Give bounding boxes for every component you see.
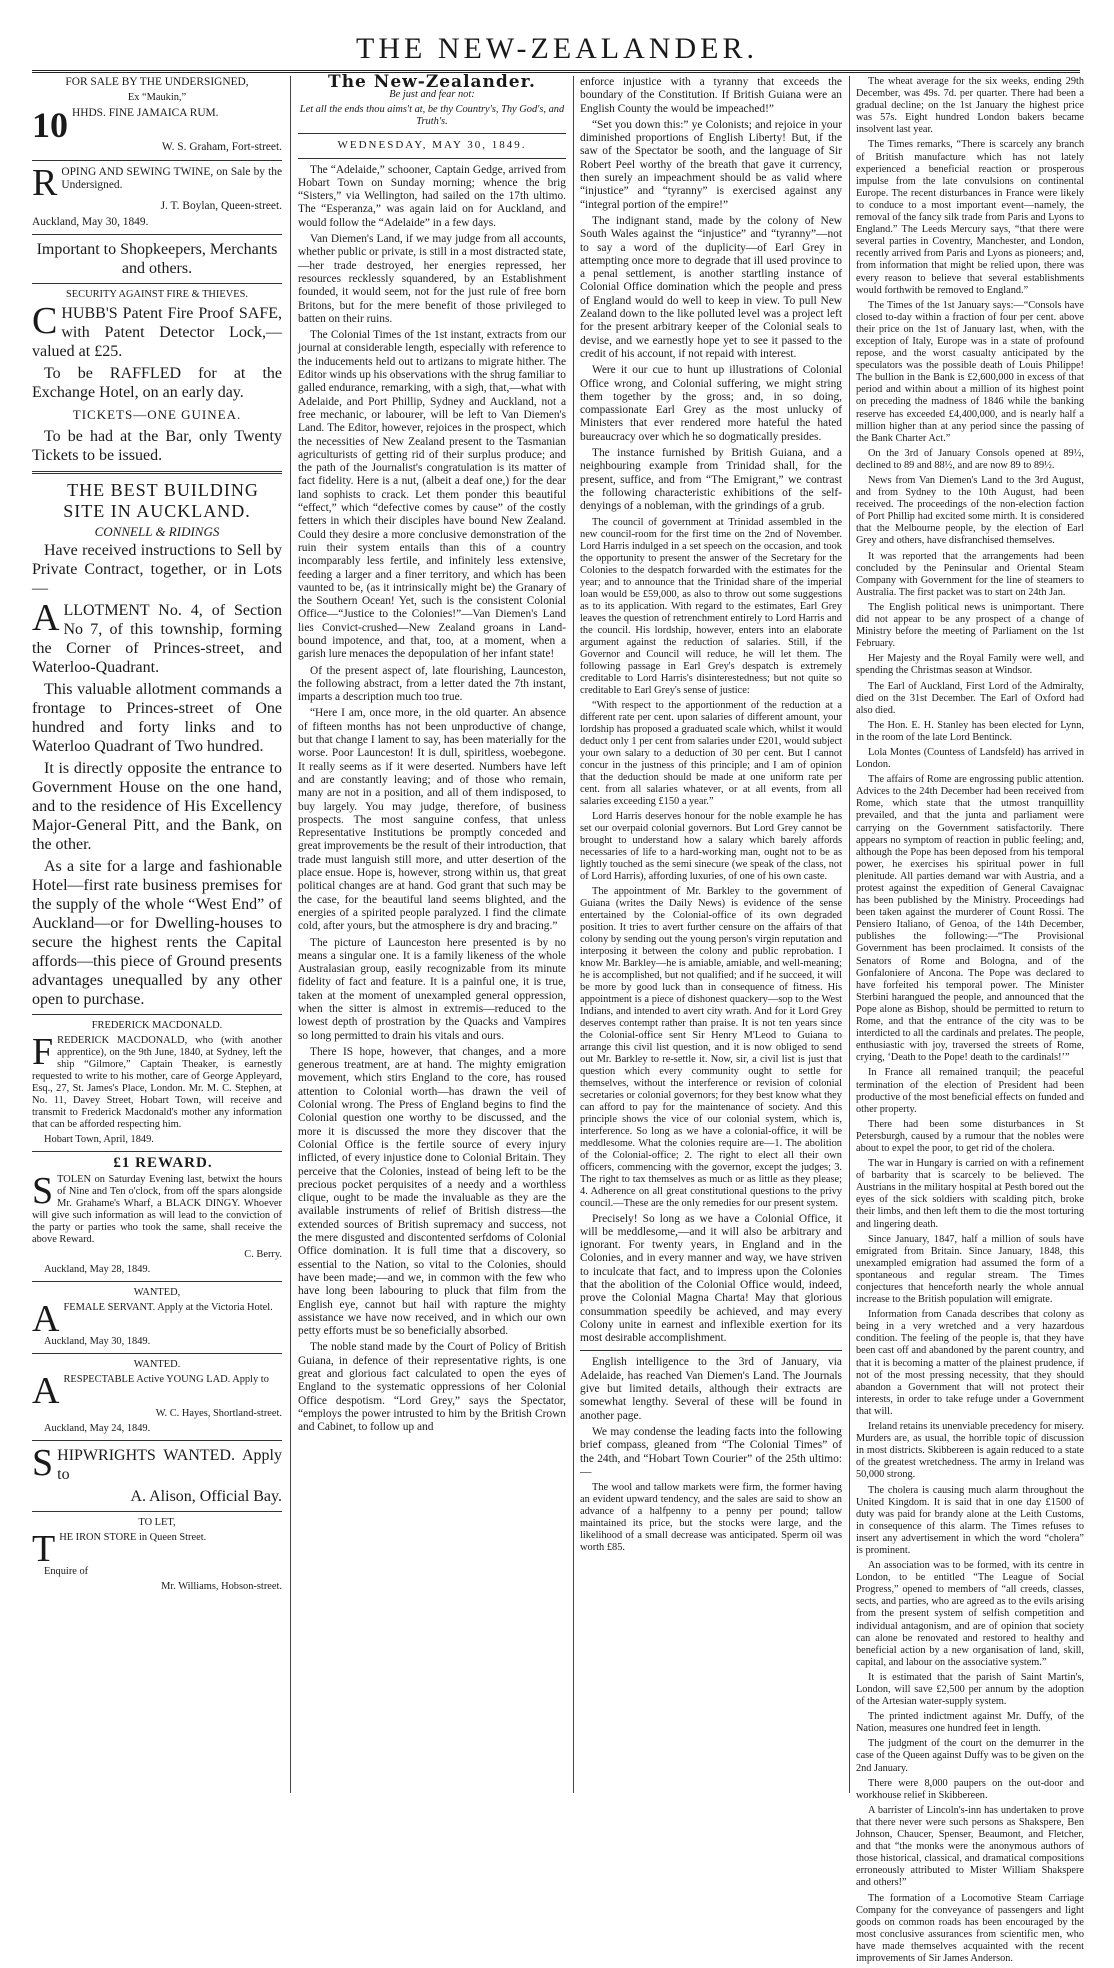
column-divider <box>849 76 850 1793</box>
news-paragraph: An association was to be formed, with its centre in London, to be entitled “The League of Social Progress,” opened to members of “all creeds, classes, sects, and parties, who are agreed as to the evils arising from the present system of selfish competition and individual antagonism, and are of opinion that society can alone be renovated and restored to healthy and beneficial action by a new organisation of land, skill, capital, and labour on the associative system.” <box>856 1560 1084 1668</box>
ad-text: To be RAFFLED for at the Exchange Hotel, on an early day. <box>32 365 282 402</box>
extract-paragraph: “With respect to the apportionment of the reduction at a different rate per cent. upon salaries of different amount, your lordship has proposed a graduated scale which, whilst it would deduct only 1 per cent from salaries under £201, would subject your own salary to a deduction of 30 per cent. But I cannot concur in the justness of this principle; and I am of opinion that the deduction should be made at one uniform rate per cent. from all salaries whatever, or at all events, from all salaries exceeding £150 a year.” <box>580 699 842 807</box>
separator <box>32 1511 282 1512</box>
news-column <box>856 76 1084 1968</box>
ad-heading: FOR SALE BY THE UNDERSIGNED, <box>65 76 249 88</box>
news-paragraph: Lola Montes (Countess of Landsfeld) has arrived in London. <box>856 746 1084 771</box>
news-paragraph: Her Majesty and the Royal Family were well, and spending the Christmas season at Windsor. <box>856 653 1084 677</box>
separator <box>32 1281 282 1282</box>
separator <box>32 283 282 284</box>
ad-text: HE IRON STORE in Queen Street. <box>59 1531 207 1543</box>
article-paragraph: The instance furnished by British Guiana, and a neighbouring example from Trinidad shall, for the present, suffice, and from “The Emigrant,” we contrast the following characteristic exhibitions of the self-denyings of a nobleman, with the grindings of a grub. <box>580 447 842 513</box>
separator <box>32 1440 282 1441</box>
ad-text: HHDS. FINE JAMAICA RUM. <box>72 107 219 120</box>
drop-cap: C <box>32 300 58 343</box>
separator <box>32 471 282 474</box>
ad-text: To be had at the Bar, only Twenty Tickets to be issued. <box>32 428 282 465</box>
ad-signature: C. Berry. <box>244 1248 282 1260</box>
news-paragraph: It is estimated that the parish of Saint Martin's, London, will save £2,500 per annum by the adoption of the Artesian water-supply system. <box>856 1671 1084 1708</box>
extract-paragraph: The appointment of Mr. Barkley to the government of Guiana (writes the Daily News) is evidence of the sense entertained by the Colonial-office of its own degraded position. It tries to avert further censure on the affairs of that colony by sending out the young person's virgin reputation and interposing it between the colony and public reprobation. I know Mr. Barkley—he is amiable, amiable, and well-meaning; he is accomplished, but not qualified; and if he succeed, it will be more by good luck than in consequence of fitness. His appointment is a piece of dishonest quackery—sop to the West Indians, and intended to avert city wrath. And for it Lord Grey deserves contempt rather than praise. It is not ten years since the Colonial-office sent Sir Henry M'Leod to Guiana to arrange this civil list question, and it is now obliged to send out Mr. Barkley to re-settle it. Now, sir, a civil list is just that question which every community ought to settle for themselves, without the interference or revision of colonial secretaries or colonial governors; for they best know what they can afford to pay for the maintenance of society. And this principle shows the vice of our colonial system, which is, interference. So long as we have a colonial-office, it will be meddlesome. What the colonies require are—1. The abolition of the Colonial-office; 2. The right to elect all their own officers, commencing with the governor, except the judges; 3. The right to tax themselves as much or as little as they please; 4. Adherence on all great constitutional questions to the privy council.—These are the only remedies for our present system. <box>580 885 843 1209</box>
masthead <box>0 32 1114 72</box>
news-paragraph: The judgment of the court on the demurrer in the case of the Queen against Duffy was to be given on the 2nd January. <box>856 1738 1084 1774</box>
drop-cap: T <box>32 1527 56 1570</box>
news-paragraph: News from Van Diemen's Land to the 3rd August, and from Sydney to the 10th August, had been received. The proceedings of the non-election faction of Port Phillip had excited some mirth. It is considered that the Melbourne people, by the election of Earl Grey and others, have disfranchised themselves. <box>856 475 1084 547</box>
news-paragraph: The Times remarks, “There is scarcely any branch of British manufacture which has not lately experienced a beneficial reaction or prosperous impulse from the late convulsions on continental Europe. The recent disturbances in France were likely to conduce to a most important event—namely, the removal of the fancy silk trade from Paris and Lyons to England.” The Leeds Mercury says, “that there were several parties in Coventry, Manchester, and London, recently arrived from Paris and Lyons as pioneers; and, from information that might be relied upon, there was every reason to believe that several establishments would forthwith be removed to England.” <box>856 139 1084 296</box>
news-paragraph: The formation of a Locomotive Steam Carriage Company for the conveyance of passengers and light goods on common roads has been encouraged by the most conclusive assurances from scientific men, who have made themselves acquainted with the recent improvements of Sir James Anderson. <box>856 1892 1084 1964</box>
news-paragraph: The cholera is causing much alarm throughout the United Kingdom. It is said that in one day £1500 of duty was paid for brandy alone at the Leith Customs, in consequence of this alarm. The Times refuses to insert any advertisement in which the word “cholera” is prominent. <box>856 1484 1084 1556</box>
advertisements-column <box>32 76 282 1596</box>
ad-text: FEMALE SERVANT. Apply at the Victoria Hotel. <box>63 1301 273 1313</box>
news-paragraph: There had been some disturbances in St Petersburgh, caused by a rumour that the nobles were about to expel the poor, to get rid of the cholera. <box>856 1118 1084 1154</box>
extract-paragraph: The council of government at Trinidad assembled in the new council-room for the first time on the 2nd of November. Lord Harris indulged in a set speech on the occasion, and took the opportunity to present the answer of the Secretary for the Colonies to the despatch forwarded with the estimates for the year; and to announce that the Trinidad share of the imperial loan would be £59,000, as also to throw out some suggestions as to its application. With regard to the estimates, Earl Grey leaves the question of retrenchment entirely to Lord Harris and the council. His lordship, however, enters into an elaborate argument against the reduction of salaries. Still, if the Governor and Council will reduce, he will let them. The following passage in Earl Grey's despatch is extremely creditable to Lord Harris's disinterestedness; but not quite so creditable to Earl Grey's sense of justice: <box>580 516 842 696</box>
article-paragraph: Van Diemen's Land, if we may judge from all accounts, whether public or private, is still in a most distracted state,—her trade destroyed, her energies repressed, her resources recklessly squandered, by an Establishment founded, it would seem, not for the just rule of free born Britons, but for the mere benefit of those privileged to batten on their ruins. <box>298 233 566 325</box>
news-paragraph: Information from Canada describes that colony as being in a very wretched and a very hazardous condition. The feeling of the people is, that they have been cast off and abandoned by the parent country, and that it is becoming a matter of the plainest prudence, if not of the most pressing necessity, that they should abandon a Government that will not protect their interests, in order to take refuge under a Government that will. <box>856 1309 1084 1417</box>
article-paragraph: Of the present aspect of, late flourishing, Launceston, the following abstract, from a letter dated the 7th instant, imparts a description much too true. <box>298 664 566 704</box>
ad-subheading: Ex “Maukin,” <box>127 92 187 104</box>
ad-text: HIPWRIGHTS WANTED. Apply to <box>57 1446 282 1483</box>
ad-text: TOLEN on Saturday Evening last, betwixt the hours of Nine and Ten o'clock, from off the spars alongside Mr. Grahame's Wharf, a BLACK DINGY. Whoever will give such information as will lead to the conviction of the party or parties who took the same, shall receive the above Reward. <box>32 1173 282 1245</box>
drop-cap: A <box>32 1297 60 1340</box>
news-paragraph: The wheat average for the six weeks, ending 29th December, was 49s. 7d. per quarter. There had been a gradual decline; on the 1st January the highest price was 57s. Eight hundred London bakers became insolvent last year. <box>856 76 1084 136</box>
editorial-continued-column <box>580 76 842 1557</box>
ad-text: Have received instructions to Sell by Private Contract, together, or in Lots— <box>32 542 282 598</box>
ad-signature: A. Alison, Official Bay. <box>130 1487 282 1505</box>
paper-title: The New-Zealander. <box>328 72 536 92</box>
ad-date: Auckland, May 28, 1849. <box>44 1263 151 1275</box>
ad-text: REDERICK MACDONALD, who (with another apprentice), on the 9th June, 1840, at Sydney, left the ship “Gilmore,” Captain Theaker, is earnestly requested to write to his mother, care of George Appleyard, Esq., 27, St. James's Place, London. Mr. M. C. Stephen, at No. 11, Davey Street, Hobart Town, will receive and transmit to Frederick Macdonald's mother any information that can be afforded respecting him. <box>32 1035 282 1131</box>
separator <box>32 1151 282 1152</box>
separator <box>298 158 566 159</box>
news-paragraph: There were 8,000 paupers on the out-door and workhouse relief in Skibbereen. <box>856 1777 1084 1801</box>
news-paragraph: It was reported that the arrangements had been concluded by the Peninsular and Oriental Steam Company with Government for the line of steamers to Australia. The first packet was to start on 24th Jan. <box>856 550 1084 598</box>
article-paragraph: The Colonial Times of the 1st instant, extracts from our journal at considerable length, especially with reference to the inducements held out to artizans to migrate hither. The Editor winds up his observations with the shrug familiar to galled endurance, remarking, with a sigh, that,—what with Adelaide, and Port Phillip, Sydney and Auckland, not a free mechanic, or labourer, will be left to Van Diemen's Land. The Editor, however, rejoices in the prospect, which the necessities of New Zealand present to the Tasmanian agriculturists of getting rid of their surplus produce; and the path of the Journalist's congratulation is its matter of fact fidelity. Here is a nut, (albeit a deaf one,) for the dear land sophists to crack. Let them ponder this beautiful “effect,” which “defective comes by cause” of the costly fetters in which their disciples have bound New Zealand. Could they desire a more conclusive demonstration of the ruin their system entails than this of a country incomparably less fertile, and infinitely less extensive, feeding a larger and a finer territory, and which has been vaunted to be, (as it intrinsically might be) the Granary of the Southern Ocean! Yet, such is the consistent Colonial Office—“Justice to the Colonies!”—Van Diemen's Land lies Convict-crushed—New Zealand groans in Land-bound impotence, and that, too, at a moment, when a garish lure menaces the depopulation of her infant state! <box>298 329 566 661</box>
article-paragraph: “Set you down this:” ye Colonists; and rejoice in your diminished proportions of English Liberty! But, if the saw of the Spectator be sooth, and the language of Sir Robert Peel worthy of the breath that gave it currency, then surely an impeachment should be as valid where “injustice” and “tyranny” is exercised against any “integral portion of the empire!” <box>580 118 842 211</box>
ad-date: Hobart Town, April, 1849. <box>44 1134 154 1146</box>
separator <box>298 133 566 134</box>
ad-heading: SECURITY AGAINST FIRE & THIEVES. <box>66 289 248 301</box>
news-paragraph: The Times of the 1st January says:—“Consols have closed to-day within a fraction of four per cent. above their price on the 1st of January last, when, with the exception of Italy, Europe was in a state of profound repose, and the worst casualty anticipated by the speculators was the possible death of Louis Philippe! The bullion in the Bank is £2,600,000 in excess of that period and within about a million of its highest point on preceding the madness of 1846 while the banking reserve has exceeded £4,400,000, and is nearly half a million higher than at any period since the passing of the Bank Charter Act.” <box>856 299 1084 444</box>
ad-text: This valuable allotment commands a frontage to Princes-street of One hundred and forty links and to Waterloo Quadrant of Two hundred. <box>32 681 282 756</box>
issue-date: WEDNESDAY, MAY 30, 1849. <box>337 139 527 152</box>
ad-text: HUBB'S Patent Fire Proof SAFE, with Patent Detector Lock,—valued at £25. <box>32 305 282 361</box>
drop-cap: S <box>32 1169 54 1212</box>
news-paragraph: The Hon. E. H. Stanley has been elected for Lynn, in the room of the late Lord Bentinck. <box>856 719 1084 743</box>
article-paragraph: The “Adelaide,” schooner, Captain Gedge, arrived from Hobart Town on Sunday morning; whence the brig “Sisters,” via Wellington, had sailed on the 17th ultimo. The “Esperanza,” was again laid on for Auckland, and would follow the “Adelaide” in a few days. <box>298 163 566 229</box>
ad-heading: £1 REWARD. <box>113 1155 213 1172</box>
article-paragraph: The indignant stand, made by the colony of New South Wales against the “injustice” and “tyranny”—not to say a word of the duplicity—of Earl Grey in attempting once more to degrade that ill used province to a penal settlement, is another startling instance of Colonial Office domination which the people and press of England would do well to keep in view. To pull New Zealand down to the like polluted level was a project left for the present arbitrary keeper of the Colonial seals to devise, and we earnestly hope yet to see it passed to the credit of his account, if not repaid with interest. <box>580 214 842 360</box>
ad-date: Auckland, May 24, 1849. <box>44 1422 151 1434</box>
drop-cap: A <box>32 597 60 640</box>
ad-signature: W. C. Hayes, Shortland-street. <box>155 1407 282 1419</box>
motto: Let all the ends thou aims't at, be thy Country's, Thy God's, and Truth's. <box>299 104 565 128</box>
news-paragraph: Since January, 1847, half a million of souls have emigrated from Britain. Since January, 1848, this unexampled emigration had assumed the form of a spontaneous and regular stream. The Times conjectures that henceforth nearly the whole annual increase to the British population will emigrate. <box>856 1233 1084 1306</box>
ad-text: RESPECTABLE Active YOUNG LAD. Apply to <box>63 1373 269 1385</box>
editorial-column <box>298 72 566 1438</box>
ad-subheading: CONNELL & RIDINGS <box>94 524 220 540</box>
masthead-title: THE NEW-ZEALANDER. <box>356 32 758 65</box>
ad-text: It is directly opposite the entrance to Government House on the one hand, and to the residence of His Excellency Major-General Pitt, and the Bank, on the other. <box>32 760 282 854</box>
news-paragraph: The affairs of Rome are engrossing public attention. Advices to the 24th December had been received from Rome, which state that the utmost tranquillity prevailed, and that the junta and parliament were carrying on the Government satisfactorily. There appears no symptom of reaction in public feeling; and, although the Pope has been deposed from his temporal power, he exercises his spiritual power in full plenitude. All parties demand war with Austria, and a protest against the expedition of General Cavaignac has been published by the Ministry. Proceedings had been taken against the murderer of Count Rossi. The Pensiero Italiano, of Genoa, of the 14th December, publishes the following:—“The Provisional Government has been proclaimed. It consists of the Senators of Rome and Bologna, and of the Gonfaloniere of Ancona. The Pope was declared to have forfeited his temporal power. The Minister Sterbini harangued the people, and announced that the Pope alone as Bishop, should be permitted to return to Rome, and that the entrance of the city was to be interdicted to all the cardinals and prelates. The people, enthusiastic with joy, traversed the streets of Rome, crying, ‘Death to the Pope! death to the cardinals!’” <box>856 774 1084 1064</box>
article-paragraph: Precisely! So long as we have a Colonial Office, it will be meddlesome,—and it will also be arbitrary and ignorant. For twenty years, in England and in the Colonies, and in every manner and way, we have striven to inculcate that fact, and to impress upon the Colonies that the abolition of the Colonial Office would, indeed, prove the Colonial Magna Charta! May that glorious consummation speedily be achieved, and may every Colony unite in earnest and inflexible exertion for its most desirable accomplishment. <box>580 1212 842 1345</box>
news-paragraph: The English political news is unimportant. There did not appear to be any prospect of a change of Ministry before the meeting of Parliament on the 1st February. <box>856 601 1084 650</box>
masthead-rule <box>32 70 1080 73</box>
ad-text: As a site for a large and fashionable Hotel—first rate business premises for the supply of the whole “West End” of Auckland—or for Dwelling-houses to secure the highest rents the Capital affords—this piece of Ground presents advantages unequalled by any other open to purchase. <box>32 858 282 1009</box>
ad-text: LLOTMENT No. 4, of Section No 7, of this township, forming the Corner of Princes-street, and Waterloo-Quadrant. <box>32 602 282 677</box>
ad-signature: W. S. Graham, Fort-street. <box>161 141 282 154</box>
ad-text: TICKETS—ONE GUINEA. <box>72 407 242 423</box>
article-paragraph: Were it our cue to hunt up illustrations of Colonial Office wrong, and Colonial suffering, we might string them together by the gross; and, in so doing, compassionate Earl Grey as the most unlucky of Ministers that ever rendered more hateful the hated bureaucracy over which he so dogmatically presides. <box>580 364 842 443</box>
ad-number: 10 <box>32 105 68 146</box>
ad-heading: THE BEST BUILDING SITE IN AUCKLAND. <box>63 480 259 522</box>
column-divider <box>290 76 291 1793</box>
drop-cap: S <box>32 1441 54 1484</box>
ad-signature: J. T. Boylan, Queen-street. <box>160 199 282 212</box>
article-paragraph: enforce injustice with a tyranny that exceeds the boundary of the Constitution. If British Guiana were an English County the would be impeached!” <box>580 76 842 115</box>
separator <box>32 160 282 161</box>
separator <box>32 234 282 235</box>
ad-heading: WANTED. <box>133 1358 181 1370</box>
column-divider <box>573 76 574 1793</box>
drop-cap: A <box>32 1369 60 1412</box>
ad-heading: Important to Shopkeepers, Merchants and others. <box>36 241 278 278</box>
ad-date: Auckland, May 30, 1849. <box>44 1335 151 1347</box>
news-paragraph: The printed indictment against Mr. Duffy, of the Nation, measures one hundred feet in length. <box>856 1711 1084 1735</box>
drop-cap: R <box>32 161 58 204</box>
news-paragraph: A barrister of Lincoln's-inn has undertaken to prove that there never were such persons as Shakspere, Ben Johnson, Chaucer, Spenser, Beaumont, and Fletcher, and that “the monks were the anonymous authors of those historical, classical, and dramatical compositions erroneously attributed to Mister William Shakspere and others!” <box>856 1804 1084 1889</box>
separator <box>32 1014 282 1015</box>
news-paragraph: Ireland retains its unenviable precedency for misery. Murders are, as usual, the horrible topic of discussion in most districts. Skibbereen is again reduced to a state of the greatest wretchedness. The army in Ireland was 50,000 strong. <box>856 1421 1084 1481</box>
ad-date: Auckland, May 30, 1849. <box>32 215 149 228</box>
motto: Be just and fear not: <box>389 89 475 101</box>
article-paragraph: The picture of Launceston here presented is by no means a singular one. It is a family likeness of the whole Australasian group, easily recognizable from its minute fidelity of fact and feature. It is a painful one, it is true, taken at the moment of unexampled general oppression, when the sitter is almost in extremis—reduced to the lowest depth of prostration by the Quacks and Vampires so long permitted to drain his vitals and ours. <box>298 936 566 1042</box>
ad-heading: FREDERICK MACDONALD. <box>91 1020 223 1032</box>
news-paragraph: On the 3rd of January Consols opened at 89½, declined to 89 and 88½, and are now 89 to 89½. <box>856 447 1084 471</box>
separator <box>580 1350 842 1351</box>
article-paragraph: The noble stand made by the Court of Policy of British Guiana, in defence of their representative rights, is one great and glorious fact calculated to open the eyes of England to the systematic oppressions of her Colonial Office despotism. “Lord Grey,” says the Spectator, “employs the power intrusted to him by the British Crown and Cabinet, to follow up and <box>298 1341 566 1434</box>
drop-cap: F <box>32 1031 54 1074</box>
ad-heading: WANTED, <box>133 1286 181 1298</box>
news-paragraph: In France all remained tranquil; the peaceful termination of the election of President had been productive of the most beneficial effects on funded and other property. <box>856 1067 1084 1115</box>
article-paragraph: English intelligence to the 3rd of January, via Adelaide, has reached Van Diemen's Land. The Journals give but limited details, although their extracts are somewhat lengthy. Several of these will be found in another page. <box>580 1356 842 1422</box>
separator <box>32 1353 282 1354</box>
article-paragraph: There IS hope, however, that changes, and a more generous treatment, are at hand. The mighty emigration movement, which stirs England to the core, has roused attention to Colonial worth—has drawn the veil of Colonial wrong. The Press of England begins to find the Colonial question one worthy to be discussed, and the more it is discussed the more they discover that the Colonial Office is the fertile source of every injury inflicted, of every injustice done to Colonial Britain. They perceive that the Colonies, instead of being left to be the precious pocket perquisites of a needy and a worthless clique, ought to be made the invaluable as they are the available instruments of relief of British distress—the extended sources of British supremacy and success, not the mere disgusted and discontented serfdoms of Colonial Office domination. It is full time that a discovery, so essential to the Nation, so vital to the Colonies, should have been made;—and we, in common with the few who have long been labouring to pluck that film from the English eye, cannot but hail with rapture the mighty assistance we have now received, and in which our own petty efforts must be so beneficially absorbed. <box>298 1045 566 1338</box>
extract-paragraph: The wool and tallow markets were firm, the former having an evident upward tendency, and the sales are said to show an advance of a halfpenny to a penny per pound; tallow maintained its price, but the stocks were large, and the likelihood of a small decrease was anticipated. Sperm oil was worth £85. <box>580 1482 842 1554</box>
article-paragraph: “Here I am, once more, in the old quarter. An absence of fifteen months has not been unproductive of change, but that change I lament to say, has been materially for the worse. Poor Launceston! It is dull, spiritless, woebegone. It really seems as if it were deserted. Numbers have left and are constantly leaving; and of those who remain, many are not in a position, and all of them indisposed, to buy largely. You may judge, therefore, of business prospects. The most sanguine confess, that unless Representative Institutions be promptly conceded and great improvements be the result of their introduction, that trade must languish still more, and utter desertion of the place ensue. Hope is, however, strong within us, that great political changes are at hand. God grant that such may be the case, for the beautiful land seems blighted, and the energies of a spirited people paralyzed. I find the climate cold, after yours, but the atmosphere is dry and bracing.” <box>298 707 566 933</box>
ad-signature: Mr. Williams, Hobson-street. <box>161 1580 282 1592</box>
ad-heading: TO LET, <box>138 1516 176 1528</box>
extract-paragraph: Lord Harris deserves honour for the noble example he has set our overpaid colonial governors. But Lord Grey cannot be brought to understand how a salary which barely affords necessaries of life to a hard-working man, ought not to be as lightly touched as the semi sinecure (we speak of the class, not of Lord Harris), affording luxuries, of one of his own caste. <box>580 810 842 882</box>
article-paragraph: We may condense the leading facts into the following brief compass, gleaned from “The Colonial Times” of the 24th, and “Hobart Town Courier” of the 25th ultimo:— <box>580 1425 842 1478</box>
news-paragraph: The war in Hungary is carried on with a refinement of barbarity that is scarcely to be believed. The Austrians in the military hospital at Pesth bored out the eyes of the sick soldiers with scalding pitch, broke their limbs, and then left them to die the most torturing and lingering death. <box>856 1158 1084 1230</box>
ad-text: OPING AND SEWING TWINE, on Sale by the Undersigned. <box>61 165 282 191</box>
news-paragraph: The Earl of Auckland, First Lord of the Admiralty, died on the 31st December. The Earl of Oxford had also died. <box>856 680 1084 716</box>
ad-text: Enquire of <box>44 1565 89 1577</box>
